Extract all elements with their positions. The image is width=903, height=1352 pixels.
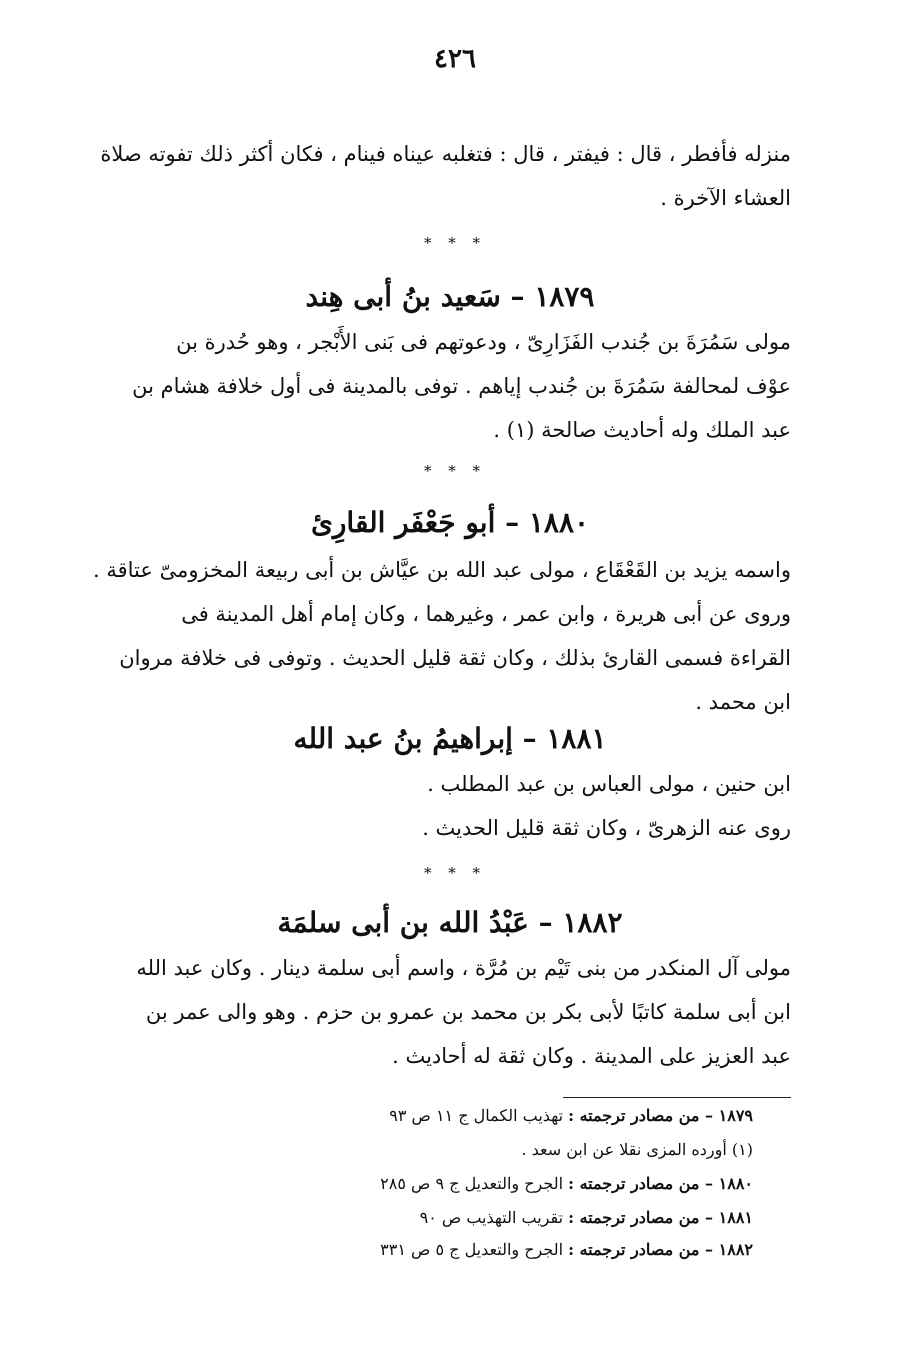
footnote-text: الجرح والتعديل ج ٥ ص ٣٣١ — [380, 1240, 569, 1259]
footnote-1882 — [93, 1240, 753, 1259]
footnote-label: ١٨٧٩ – من مصادر ترجمته : — [568, 1106, 753, 1125]
entry-heading-1881: ١٨٨١ – إبراهيمُ بنُ عبد الله — [293, 722, 607, 755]
paragraph-line: وروى عن أبى هريرة ، وابن عمر ، وغيرهما ، وكان إمام أهل المدينة فى — [181, 602, 791, 626]
paragraph-line: ابن حنين ، مولى العباس بن عبد المطلب . — [427, 772, 791, 796]
entry-body-1879 — [91, 320, 791, 452]
section-separator: * * * — [423, 864, 487, 882]
footnote-text: الجرح والتعديل ج ٩ ص ٢٨٥ — [380, 1174, 569, 1193]
footnote-text: (١) أورده المزى نقلا عن ابن سعد . — [521, 1140, 753, 1159]
entry-body-1882 — [91, 946, 791, 1078]
footnote-label: ١٨٨٢ – من مصادر ترجمته : — [568, 1240, 753, 1259]
entry-heading-1882: ١٨٨٢ – عَبْدُ الله بن أبى سلمَة — [277, 906, 623, 939]
entry-body-1880 — [91, 548, 791, 724]
paragraph-line: ابن أبى سلمة كاتبًا لأبى بكر بن محمد بن عمرو بن حزم . وهو والى عمر بن — [145, 1000, 791, 1024]
paragraph-line: العشاء الآخرة . — [660, 186, 791, 210]
footnote-1 — [93, 1140, 753, 1159]
footnote-1880 — [93, 1174, 753, 1193]
paragraph-line: عوْف لمحالفة سَمُرَةَ بن جُندب إياهم . توفى بالمدينة فى أول خلافة هشام بن — [132, 374, 791, 398]
section-separator: * * * — [423, 462, 487, 480]
paragraph-line: ابن محمد . — [695, 690, 791, 714]
footnote-text: تهذيب الكمال ج ١١ ص ٩٣ — [389, 1106, 569, 1125]
paragraph-line: منزله فأفطر ، قال : فيفتر ، قال : فتغلبه عيناه فينام ، فكان أكثر ذلك تفوته صلاة — [100, 142, 791, 166]
footnote-1881 — [93, 1208, 753, 1227]
paragraph-line: القراءة فسمى القارئ بذلك ، وكان ثقة قليل الحديث . وتوفى فى خلافة مروان — [119, 646, 791, 670]
footnote-divider — [563, 1097, 791, 1098]
entry-heading-1879: ١٨٧٩ – سَعيد بنُ أبى هِند — [305, 280, 595, 313]
paragraph-line: مولى سَمُرَةَ بن جُندب الفَزَارِىّ ، ودعوتهم فى بَنى الأَبْجر ، وهو حُدرة بن — [176, 330, 791, 354]
intro-paragraph — [91, 132, 791, 220]
entry-heading-1880: ١٨٨٠ – أبو جَعْفَر القارِئ — [310, 506, 590, 539]
section-separator: * * * — [423, 234, 487, 252]
paragraph-line: مولى آل المنكدر من بنى تَيْم بن مُرَّة ، واسم أبى سلمة دينار . وكان عبد الله — [136, 956, 791, 980]
footnote-label: ١٨٨٠ – من مصادر ترجمته : — [568, 1174, 753, 1193]
entry-body-1881 — [91, 762, 791, 850]
footnote-label: ١٨٨١ – من مصادر ترجمته : — [568, 1208, 753, 1227]
paragraph-line: عبد العزيز على المدينة . وكان ثقة له أحاديث . — [392, 1044, 791, 1068]
paragraph-line: عبد الملك وله أحاديث صالحة (١) . — [493, 418, 791, 442]
paragraph-line: روى عنه الزهرىّ ، وكان ثقة قليل الحديث . — [422, 816, 791, 840]
page-number: ٤٢٦ — [434, 44, 476, 74]
footnote-text: تقريب التهذيب ص ٩٠ — [419, 1208, 569, 1227]
paragraph-line: واسمه يزيد بن القَعْقَاع ، مولى عبد الله بن عيَّاش بن أبى ربيعة المخزومىّ عتاقة . — [93, 558, 791, 582]
footnote-1879 — [93, 1106, 753, 1125]
